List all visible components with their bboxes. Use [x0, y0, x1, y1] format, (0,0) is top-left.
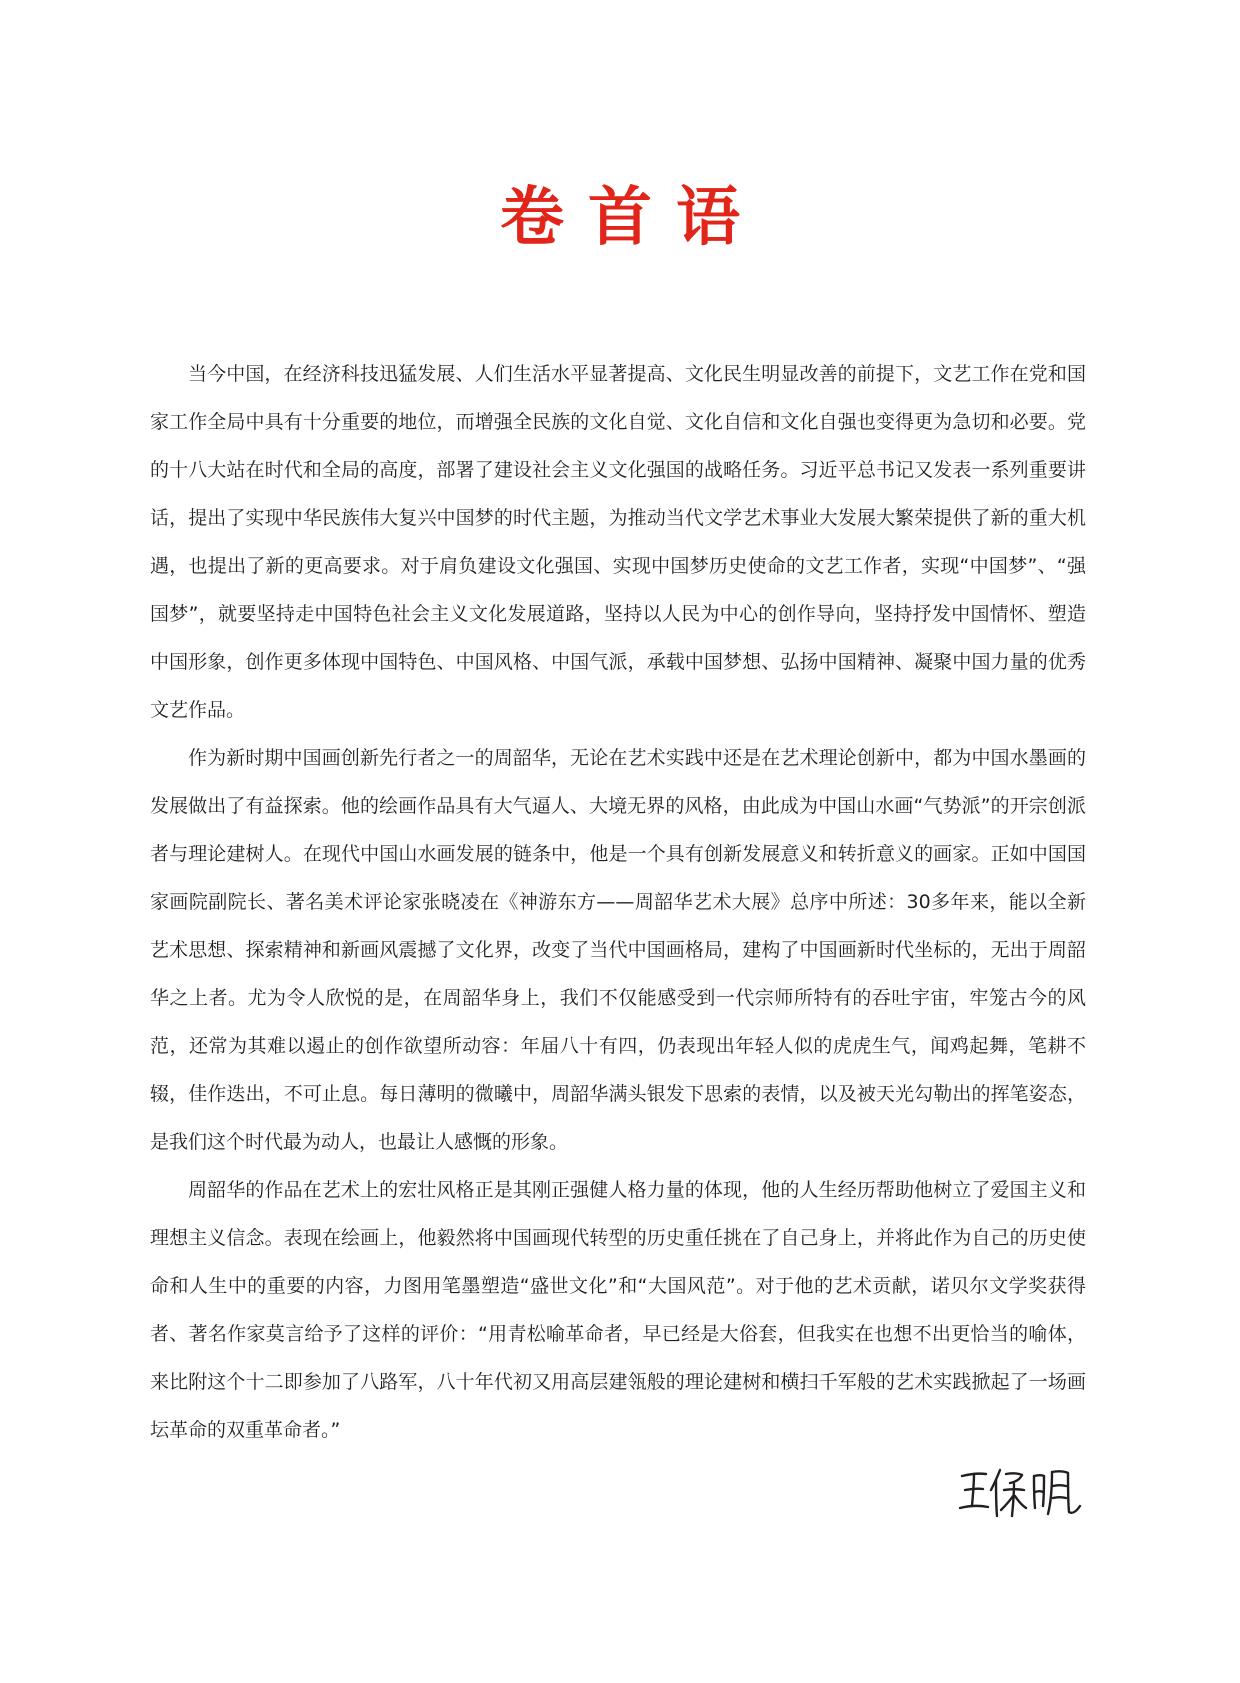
paragraph-3: 周韶华的作品在艺术上的宏壮风格正是其刚正强健人格力量的体现，他的人生经历帮助他树立了爱国主义和理想主义信念。表现在绘画上，他毅然将中国画现代转型的历史重任挑在了自己身上，并将此作为自己的历史使命和人生中的重要的内容，力图用笔墨塑造“盛世文化”和“大国风范”。对于他的艺术贡献，诺贝尔文学奖获得者、著名作家莫言给予了这样的评价：“用青松喻革命者，早已经是大俗套，但我实在也想不出更恰当的喻体，来比附这个十二即参加了八路军，八十年代初又用高层建瓴般的理论建树和横扫千军般的艺术实践掀起了一场画坛革命的双重革命者。”	[150, 1179, 1086, 1441]
page-title: 卷首语	[500, 181, 764, 255]
paragraph-1: 当今中国，在经济科技迅猛发展、人们生活水平显著提高、文化民生明显改善的前提下，文艺工作在党和国家工作全局中具有十分重要的地位，而增强全民族的文化自觉、文化自信和文化自强也变得更为急切和必要。党的十八大站在时代和全局的高度，部署了建设社会主义文化强国的战略任务。习近平总书记又发表一系列重要讲话，提出了实现中华民族伟大复兴中国梦的时代主题，为推动当代文学艺术事业大发展大繁荣提供了新的重大机遇，也提出了新的更高要求。对于肩负建设文化强国、实现中国梦历史使命的文艺工作者，实现“中国梦”、“强国梦”，就要坚持走中国特色社会主义文化发展道路，坚持以人民为中心的创作导向，坚持抒发中国情怀、塑造中国形象，创作更多体现中国特色、中国风格、中国气派，承载中国梦想、弘扬中国精神、凝聚中国力量的优秀文艺作品。	[150, 363, 1086, 721]
handwritten-signature	[956, 1462, 1086, 1522]
paragraph-2: 作为新时期中国画创新先行者之一的周韶华，无论在艺术实践中还是在艺术理论创新中，都为中国水墨画的发展做出了有益探索。他的绘画作品具有大气逼人、大境无界的风格，由此成为中国山水画“气势派”的开宗创派者与理论建树人。在现代中国山水画发展的链条中，他是一个具有创新发展意义和转折意义的画家。正如中国国家画院副院长、著名美术评论家张晓凌在《神游东方——周韶华艺术大展》总序中所述：30多年来，能以全新艺术思想、探索精神和新画风震撼了文化界，改变了当代中国画格局，建构了中国画新时代坐标的，无出于周韶华之上者。尤为令人欣悦的是，在周韶华身上，我们不仅能感受到一代宗师所特有的吞吐宇宙，牢笼古今的风范，还常为其难以遏止的创作欲望所动容：年届八十有四，仍表现出年轻人似的虎虎生气，闻鸡起舞，笔耕不辍，佳作迭出，不可止息。每日薄明的微曦中，周韶华满头银发下思索的表情，以及被天光勾勒出的挥笔姿态，是我们这个时代最为动人，也最让人感慨的形象。	[150, 747, 1086, 1153]
body-text	[150, 350, 1086, 1454]
